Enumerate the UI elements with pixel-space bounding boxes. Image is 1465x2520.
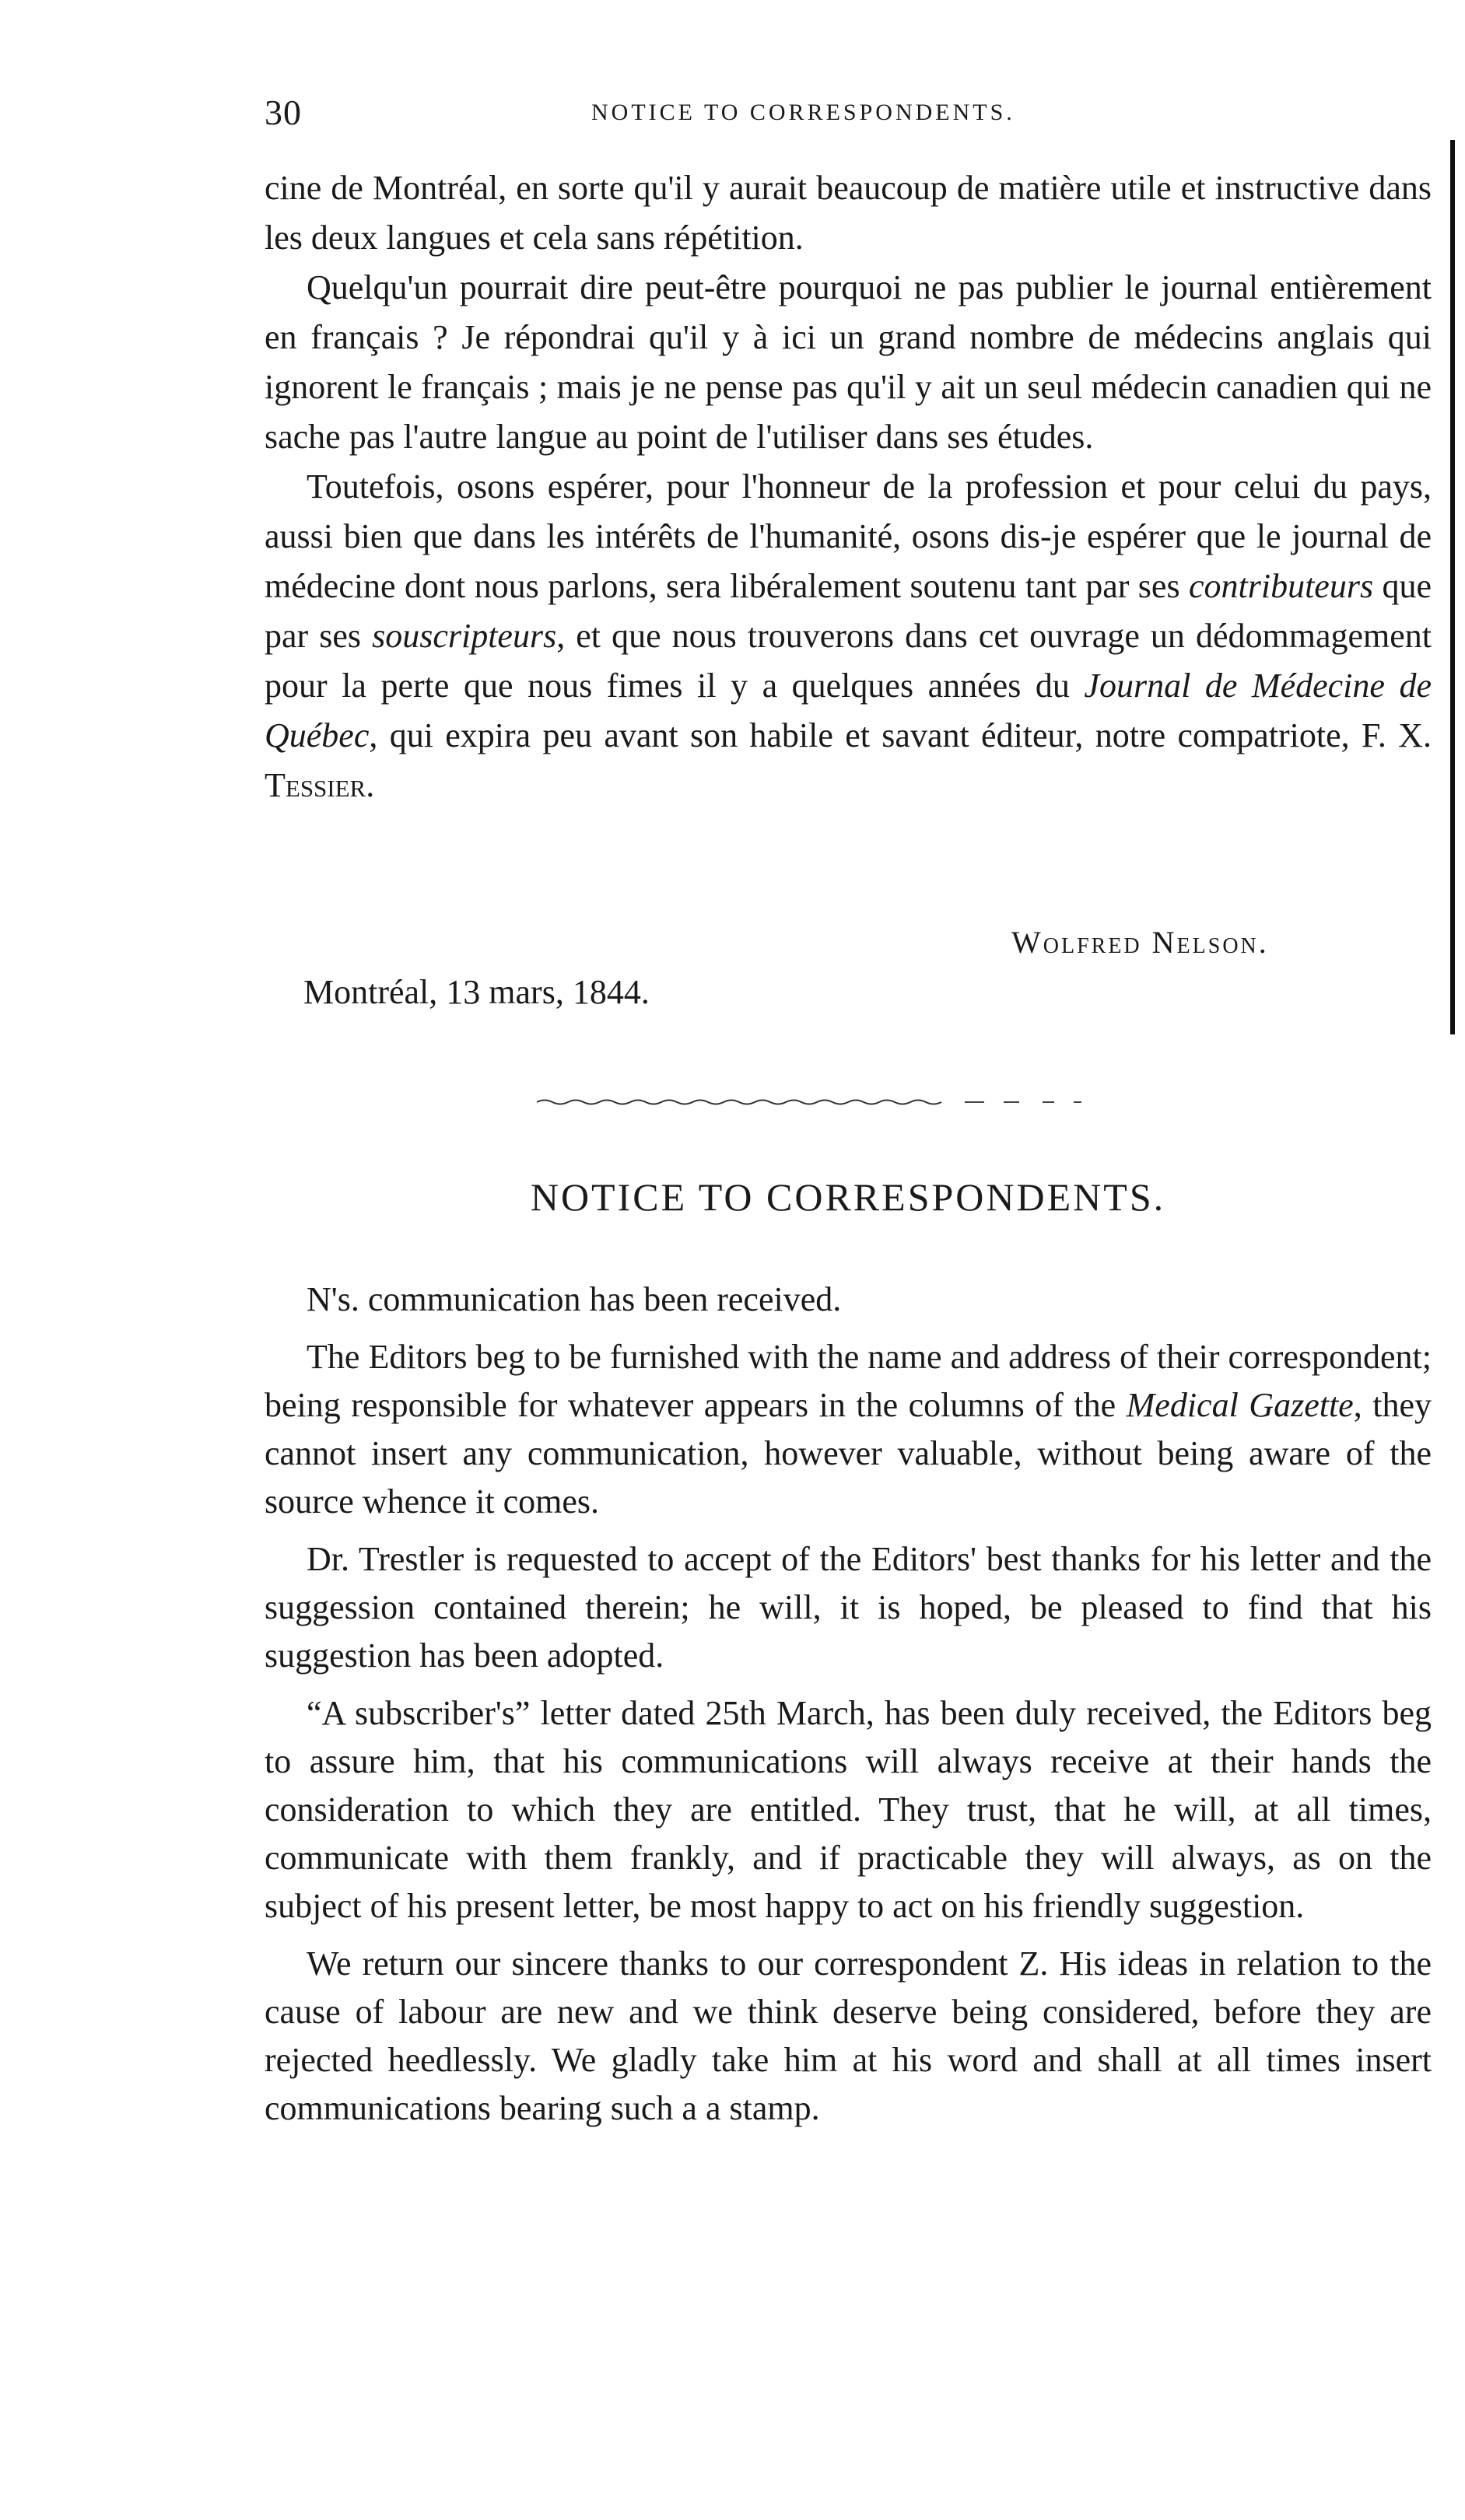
notice-paragraph: Dr. Trestler is requested to accept of the Editors' best thanks for his letter and the suggession contained therein; he will, it is hoped, be pleased to find that his suggestion has been adopted. xyxy=(265,1540,1432,1675)
decorative-divider xyxy=(537,1097,1097,1108)
letter-signature: Wolfred Nelson. xyxy=(1011,925,1269,960)
editor-name: Tessier. xyxy=(265,766,375,804)
section-heading: NOTICE TO CORRESPONDENTS. xyxy=(530,1175,1166,1219)
notices-body xyxy=(265,1276,1432,2133)
journal-title: Medical Gazette xyxy=(1126,1386,1354,1424)
journal-title: Journal de Médecine de Québec xyxy=(265,667,1432,754)
letter-text: Toutefois, osons espérer, pour l'honneur de la profession et pour celui du pays, aussi bien que dans les intérêts de l'humanité, osons dis-je espérer que le journal de médecine dont nous parlons, sera libéralement soutenu tant par ses xyxy=(265,467,1432,605)
letter-body xyxy=(265,163,1432,810)
notice-paragraph: N's. communication has been received. xyxy=(307,1280,842,1318)
margin-rule xyxy=(1450,140,1455,1034)
letter-text: que par ses xyxy=(265,567,1432,655)
notice-text: The Editors beg to be furnished with the name and address of their correspondent; being responsible for whatever appears in the columns of the xyxy=(265,1338,1432,1424)
letter-paragraph: Quelqu'un pourrait dire peut-être pourquoi ne pas publier le journal entièrement en français ? Je répondrai qu'il y à ici un grand nombre de médecins anglais qui ignorent le français ; mais je ne pense pas qu'il y ait un seul médecin canadien qui ne sache pas l'autre langue au point de l'utiliser dans ses études. xyxy=(265,268,1432,456)
letter-text: , qui expira peu avant son habile et savant éditeur, notre compatriote, F. X. xyxy=(369,716,1432,754)
page-number: 30 xyxy=(265,93,302,132)
letter-paragraph xyxy=(265,462,1432,810)
italic-term: contributeurs xyxy=(1188,567,1374,605)
letter-continuation-paragraph: cine de Montréal, en sorte qu'il y aurait beaucoup de matière utile et instructive dans les deux langues et cela sans répétition. xyxy=(265,169,1432,257)
notice-paragraph: We return our sincere thanks to our correspondent Z. His ideas in relation to the cause of labour are new and we think deserve being considered, before they are rejected heedlessly. We gladly take him at his word and shall at all times insert communications bearing such a a stamp. xyxy=(265,1944,1432,2127)
notice-paragraph: “A subscriber's” letter dated 25th March, has been duly received, the Editors beg to assure him, that his communications will always receive at their hands the consideration to which they are entitled. They trust, that he will, at all times, communicate with them frankly, and if practicable they will always, as on the subject of his present letter, be most happy to act on his friendly suggestion. xyxy=(265,1694,1432,1925)
running-head xyxy=(265,92,1416,138)
notice-paragraph xyxy=(265,1333,1432,1526)
notice-text: , they cannot insert any communication, however valuable, without being aware of the source whence it comes. xyxy=(265,1386,1432,1521)
italic-term: souscripteurs xyxy=(372,617,557,655)
letter-text: , et que nous trouverons dans cet ouvrage un dédommagement pour la perte que nous fimes il y a quelques années du xyxy=(265,617,1432,705)
running-title: NOTICE TO CORRESPONDENTS. xyxy=(591,100,1015,125)
letter-dateline: Montréal, 13 mars, 1844. xyxy=(303,973,650,1011)
